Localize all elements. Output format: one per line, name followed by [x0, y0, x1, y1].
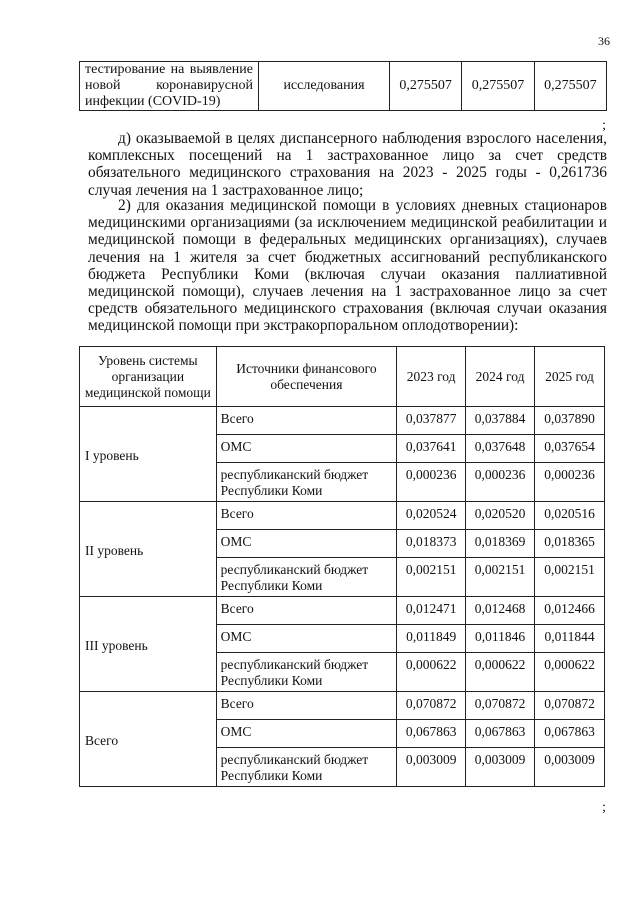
value-cell: 0,037641	[397, 435, 466, 463]
value-cell: 0,012466	[535, 597, 605, 625]
value-cell: 0,067863	[466, 720, 535, 748]
value-cell: 0,020516	[535, 502, 605, 530]
source-cell: республиканский бюджет Республики Коми	[216, 653, 397, 692]
paragraph-2-text: 2) для оказания медицинской помощи в условиях дневных стационаров медицинскими организациями (за исключением медицинской реабилитации и медицинской помощи в федеральных медицинских организациях), случаев лечения на 1 жителя за счет бюджетных ассигнований республиканского бюджета Республики Коми (включая случаи оказания паллиативной медицинской помощи), случаев лечения на 1 застрахованное лицо за счет средств обязательного медицинского страхования (включая случаи оказания медицинской помощи при экстракорпоральном оплодотворении):	[88, 197, 607, 335]
paragraph-d	[88, 130, 607, 199]
source-cell: республиканский бюджет Республики Коми	[216, 748, 397, 787]
value-cell: 0,020520	[466, 502, 535, 530]
value-cell: 0,000622	[535, 653, 605, 692]
header-2025: 2025 год	[535, 347, 605, 407]
table-row	[80, 692, 605, 720]
row-unit: исследования	[259, 62, 390, 111]
header-row	[80, 347, 605, 407]
level-label: II уровень	[80, 502, 217, 597]
header-2024: 2024 год	[466, 347, 535, 407]
value-cell: 0,070872	[466, 692, 535, 720]
table-row	[80, 502, 605, 530]
value-cell: 0,003009	[397, 748, 466, 787]
semicolon-mark: ;	[602, 118, 606, 133]
value-cell: 0,000236	[535, 463, 605, 502]
value-cell: 0,000622	[397, 653, 466, 692]
source-cell: ОМС	[216, 435, 397, 463]
table-row	[80, 62, 607, 111]
level-label: Всего	[80, 692, 217, 787]
value-cell: 0,018373	[397, 530, 466, 558]
value-cell: 0,037877	[397, 407, 466, 435]
header-level: Уровень системы организации медицинской помощи	[80, 347, 217, 407]
source-cell: ОМС	[216, 720, 397, 748]
value-cell: 0,070872	[535, 692, 605, 720]
value-cell: 0,037654	[535, 435, 605, 463]
table-row	[80, 597, 605, 625]
value-cell: 0,018365	[535, 530, 605, 558]
source-cell: ОМС	[216, 625, 397, 653]
header-2023: 2023 год	[397, 347, 466, 407]
header-source: Источники финансового обеспечения	[216, 347, 397, 407]
value-cell: 0,011844	[535, 625, 605, 653]
table-row	[80, 407, 605, 435]
value-cell: 0,067863	[535, 720, 605, 748]
source-cell: ОМС	[216, 530, 397, 558]
value-cell: 0,000622	[466, 653, 535, 692]
value-2023: 0,275507	[390, 62, 462, 111]
source-cell: республиканский бюджет Республики Коми	[216, 558, 397, 597]
day-hospital-table	[79, 346, 605, 787]
value-cell: 0,000236	[466, 463, 535, 502]
value-cell: 0,012468	[466, 597, 535, 625]
value-2025: 0,275507	[534, 62, 606, 111]
page-number: 36	[598, 34, 610, 48]
row-label: тестирование на выявление новой коронавирусной инфекции (COVID-19)	[80, 62, 259, 111]
value-cell: 0,037884	[466, 407, 535, 435]
value-cell: 0,003009	[535, 748, 605, 787]
value-cell: 0,002151	[535, 558, 605, 597]
value-cell: 0,067863	[397, 720, 466, 748]
source-cell: Всего	[216, 407, 397, 435]
paragraph-2	[88, 197, 607, 335]
value-cell: 0,003009	[466, 748, 535, 787]
value-cell: 0,000236	[397, 463, 466, 502]
value-cell: 0,020524	[397, 502, 466, 530]
value-cell: 0,011846	[466, 625, 535, 653]
value-cell: 0,011849	[397, 625, 466, 653]
source-cell: Всего	[216, 502, 397, 530]
source-cell: республиканский бюджет Республики Коми	[216, 463, 397, 502]
value-cell: 0,037890	[535, 407, 605, 435]
value-cell: 0,012471	[397, 597, 466, 625]
source-cell: Всего	[216, 597, 397, 625]
value-cell: 0,002151	[397, 558, 466, 597]
source-cell: Всего	[216, 692, 397, 720]
value-cell: 0,018369	[466, 530, 535, 558]
level-label: I уровень	[80, 407, 217, 502]
covid-testing-table	[79, 61, 607, 111]
value-cell: 0,070872	[397, 692, 466, 720]
paragraph-d-text: д) оказываемой в целях диспансерного наблюдения взрослого населения, комплексных посещений на 1 застрахованное лицо за счет средств обязательного медицинского страхования на 2023 - 2025 годы - 0,261736 случая лечения на 1 застрахованное лицо;	[88, 130, 607, 199]
value-cell: 0,002151	[466, 558, 535, 597]
value-2024: 0,275507	[462, 62, 534, 111]
level-label: III уровень	[80, 597, 217, 692]
semicolon-mark-end: ;	[602, 800, 606, 815]
value-cell: 0,037648	[466, 435, 535, 463]
